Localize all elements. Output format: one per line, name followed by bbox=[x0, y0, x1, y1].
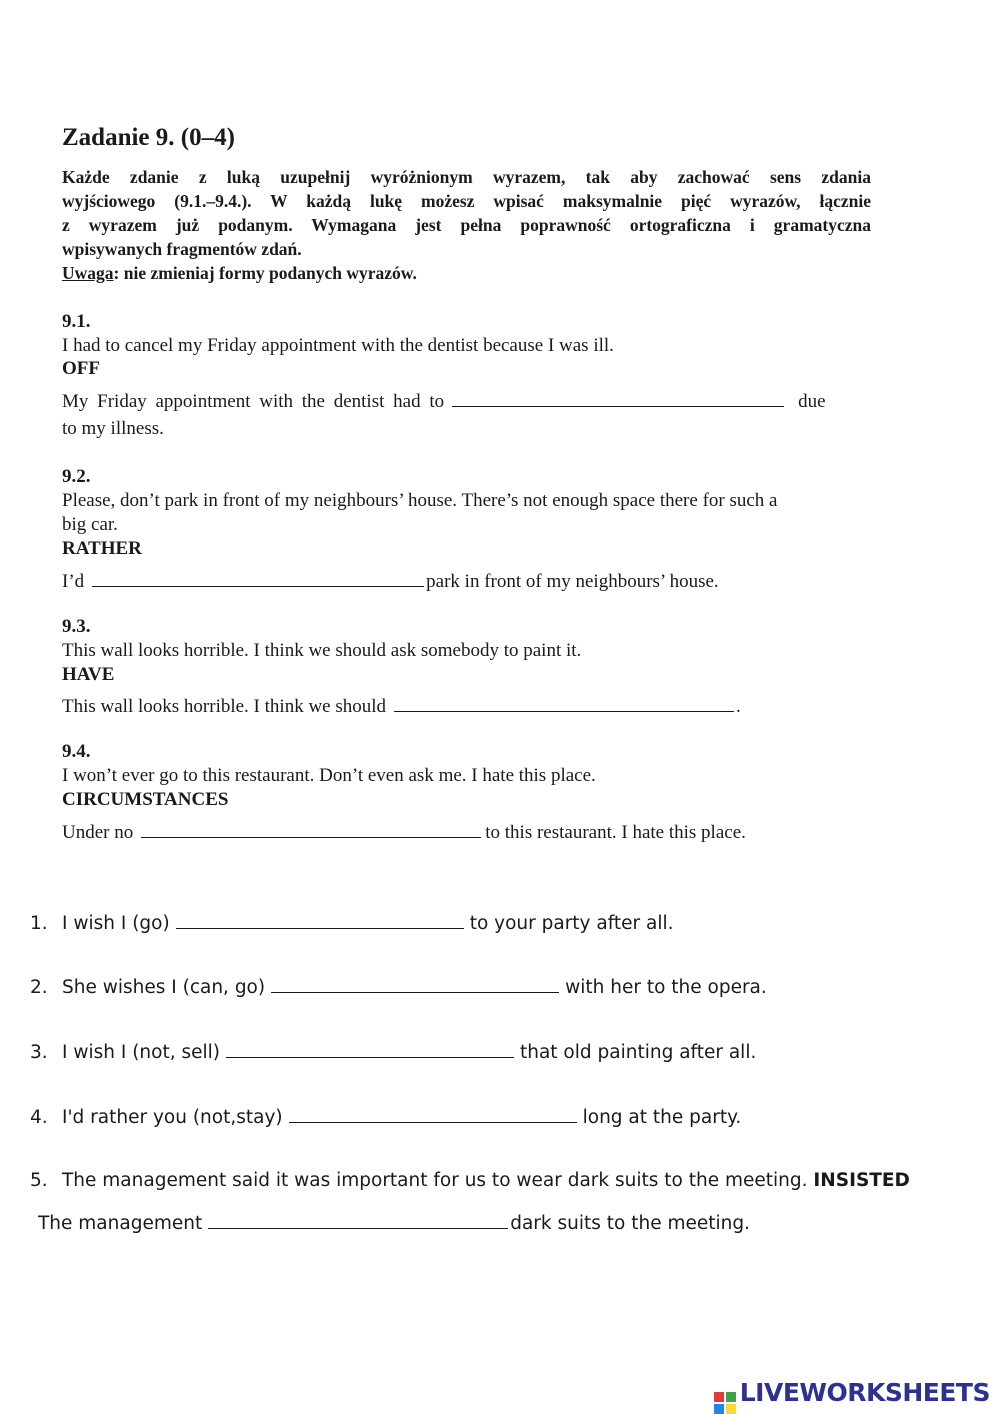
gap-sentence bbox=[62, 388, 826, 413]
instruction-line-2: wyjściowego (9.1.–9.4.). W każdą lukę możesz wpisać maksymalnie pięć wyrazów, łącznie bbox=[62, 191, 871, 211]
keyword: RATHER bbox=[62, 538, 142, 559]
gap-after: park in front of my neighbours’ house. bbox=[426, 571, 719, 592]
answer-gap[interactable] bbox=[226, 1041, 514, 1058]
answer-gap[interactable] bbox=[394, 693, 734, 712]
exercise-number: 3. bbox=[30, 1042, 48, 1063]
exercise-prompt: The management bbox=[38, 1213, 203, 1234]
note bbox=[62, 263, 417, 284]
item-number: 9.4. bbox=[62, 741, 91, 762]
note-text: : nie zmieniaj formy podanych wyrazów. bbox=[113, 263, 417, 283]
item-number: 9.3. bbox=[62, 616, 91, 637]
answer-gap[interactable] bbox=[176, 912, 464, 929]
gap-after: due bbox=[798, 391, 826, 412]
exercise-1 bbox=[30, 912, 674, 934]
logo-tile bbox=[714, 1392, 724, 1402]
item-number: 9.2. bbox=[62, 466, 91, 487]
exercise-5-completion bbox=[38, 1212, 750, 1234]
exercise-continuation: dark suits to the meeting. bbox=[510, 1213, 750, 1234]
task-title: Zadanie 9. (0–4) bbox=[62, 124, 235, 151]
answer-gap[interactable] bbox=[92, 568, 424, 587]
exercise-3 bbox=[30, 1041, 756, 1063]
item-number: 9.1. bbox=[62, 311, 91, 332]
keyword: INSISTED bbox=[813, 1170, 910, 1191]
exercise-number: 1. bbox=[30, 913, 48, 934]
answer-gap[interactable] bbox=[141, 819, 481, 838]
gap-continuation: to my illness. bbox=[62, 418, 164, 439]
exercise-number: 4. bbox=[30, 1107, 48, 1128]
logo-text: LIVEWORKSHEETS bbox=[739, 1378, 990, 1407]
gap-sentence bbox=[62, 693, 741, 718]
exercise-prompt: I'd rather you (not,stay) bbox=[62, 1107, 283, 1128]
exercise-2 bbox=[30, 976, 767, 998]
gap-sentence bbox=[62, 819, 746, 844]
keyword: OFF bbox=[62, 358, 100, 379]
logo-tile bbox=[726, 1392, 736, 1402]
gap-before: My Friday appointment with the dentist had to bbox=[62, 391, 445, 412]
note-label: Uwaga bbox=[62, 263, 114, 283]
exercise-prompt: She wishes I (can, go) bbox=[62, 977, 266, 998]
liveworksheets-logo bbox=[714, 1378, 990, 1414]
exercise-continuation: to your party after all. bbox=[469, 913, 674, 934]
source-sentence: I had to cancel my Friday appointment with the dentist because I was ill. bbox=[62, 335, 614, 356]
answer-gap[interactable] bbox=[208, 1212, 508, 1229]
gap-sentence bbox=[62, 568, 719, 593]
answer-gap[interactable] bbox=[271, 976, 559, 993]
exercise-prompt: The management said it was important for us to wear dark suits to the meeting. bbox=[62, 1170, 808, 1191]
source-sentence: I won’t ever go to this restaurant. Don’t even ask me. I hate this place. bbox=[62, 765, 596, 786]
keyword: HAVE bbox=[62, 664, 115, 685]
gap-after: . bbox=[736, 696, 741, 717]
source-sentence: Please, don’t park in front of my neighbours’ house. There’s not enough space there for such a bbox=[62, 490, 778, 511]
exercise-number: 5. bbox=[30, 1170, 48, 1191]
answer-gap[interactable] bbox=[452, 388, 784, 407]
source-sentence: This wall looks horrible. I think we should ask somebody to paint it. bbox=[62, 640, 582, 661]
logo-tiles-icon bbox=[714, 1392, 736, 1414]
instruction-line-4: wpisywanych fragmentów zdań. bbox=[62, 239, 302, 259]
exercise-continuation: that old painting after all. bbox=[519, 1042, 757, 1063]
exercise-number: 2. bbox=[30, 977, 48, 998]
exercise-continuation: long at the party. bbox=[582, 1107, 742, 1128]
answer-gap[interactable] bbox=[289, 1106, 577, 1123]
exercise-4 bbox=[30, 1106, 741, 1128]
source-sentence-cont: big car. bbox=[62, 514, 118, 535]
keyword: CIRCUMSTANCES bbox=[62, 789, 229, 810]
gap-before: I’d bbox=[62, 571, 85, 592]
exercise-prompt: I wish I (not, sell) bbox=[62, 1042, 220, 1063]
exercise-continuation: with her to the opera. bbox=[565, 977, 767, 998]
exercise-prompt: I wish I (go) bbox=[62, 913, 170, 934]
gap-before: Under no bbox=[62, 822, 134, 843]
instruction-line-3: z wyrazem już podanym. Wymagana jest pełna poprawność ortograficzna i gramatyczna bbox=[62, 215, 871, 235]
gap-after: to this restaurant. I hate this place. bbox=[485, 822, 746, 843]
exercise-5 bbox=[30, 1170, 910, 1191]
gap-before: This wall looks horrible. I think we should bbox=[62, 696, 387, 717]
instruction-line-1: Każde zdanie z luką uzupełnij wyróżnionym wyrazem, tak aby zachować sens zdania bbox=[62, 167, 871, 187]
